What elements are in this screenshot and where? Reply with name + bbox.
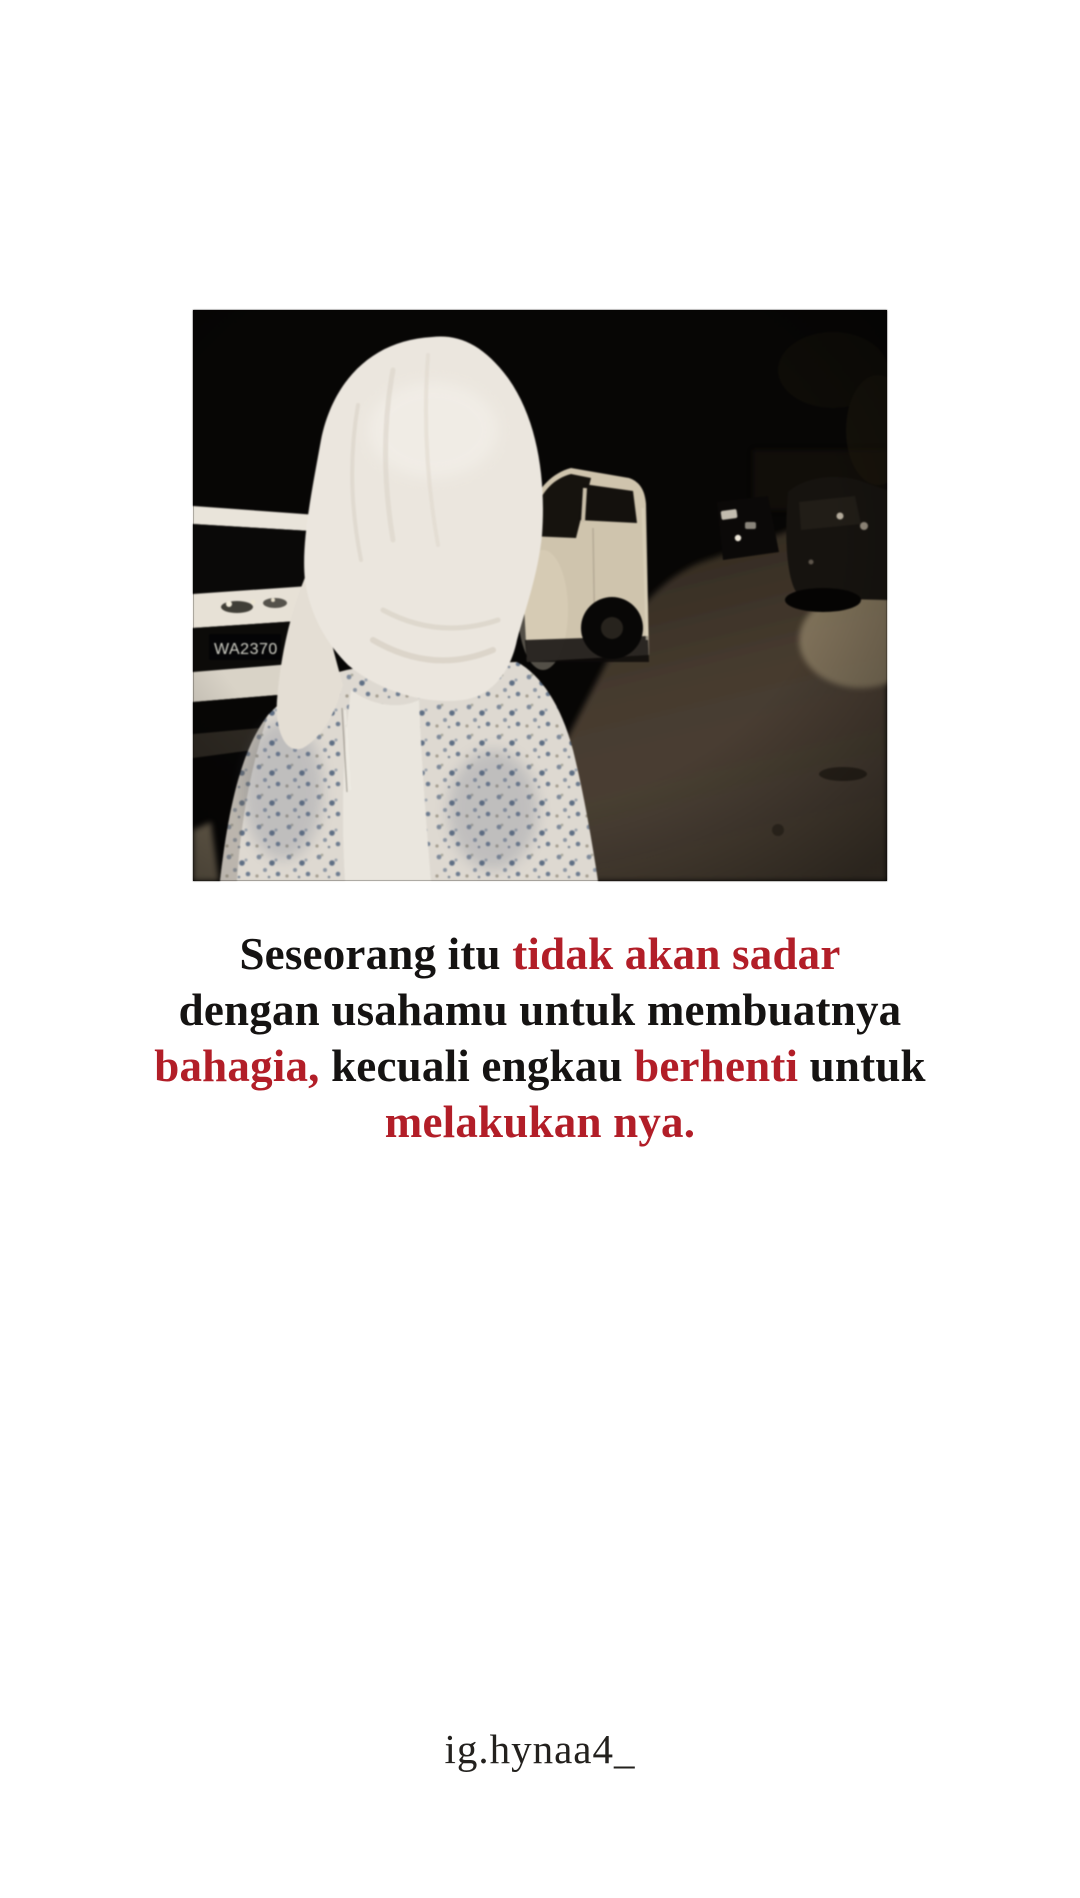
quote-segment: kecuali engkau [319, 1041, 635, 1091]
quote-segment: dengan usahamu untuk membuatnya [178, 985, 902, 1035]
quote-segment-red: bahagia, [154, 1041, 320, 1091]
quote-segment-red: berhenti [634, 1041, 799, 1091]
quote-line-4 [0, 1094, 1080, 1150]
quote-segment-red: melakukan nya. [384, 1097, 696, 1147]
quote-text [0, 926, 1080, 1150]
quote-segment: untuk [798, 1041, 926, 1091]
quote-segment: Seseorang itu [239, 929, 513, 979]
photo [193, 310, 887, 881]
watermark: ig.hynaa4_ [444, 1726, 636, 1772]
photo-illustration [193, 310, 887, 881]
scarf-panel [343, 690, 431, 881]
quote-line-1 [0, 926, 1080, 982]
quote-segment-red: tidak akan sadar [512, 929, 841, 979]
quote-line-3 [0, 1038, 1080, 1094]
quote-line-2 [0, 982, 1080, 1038]
